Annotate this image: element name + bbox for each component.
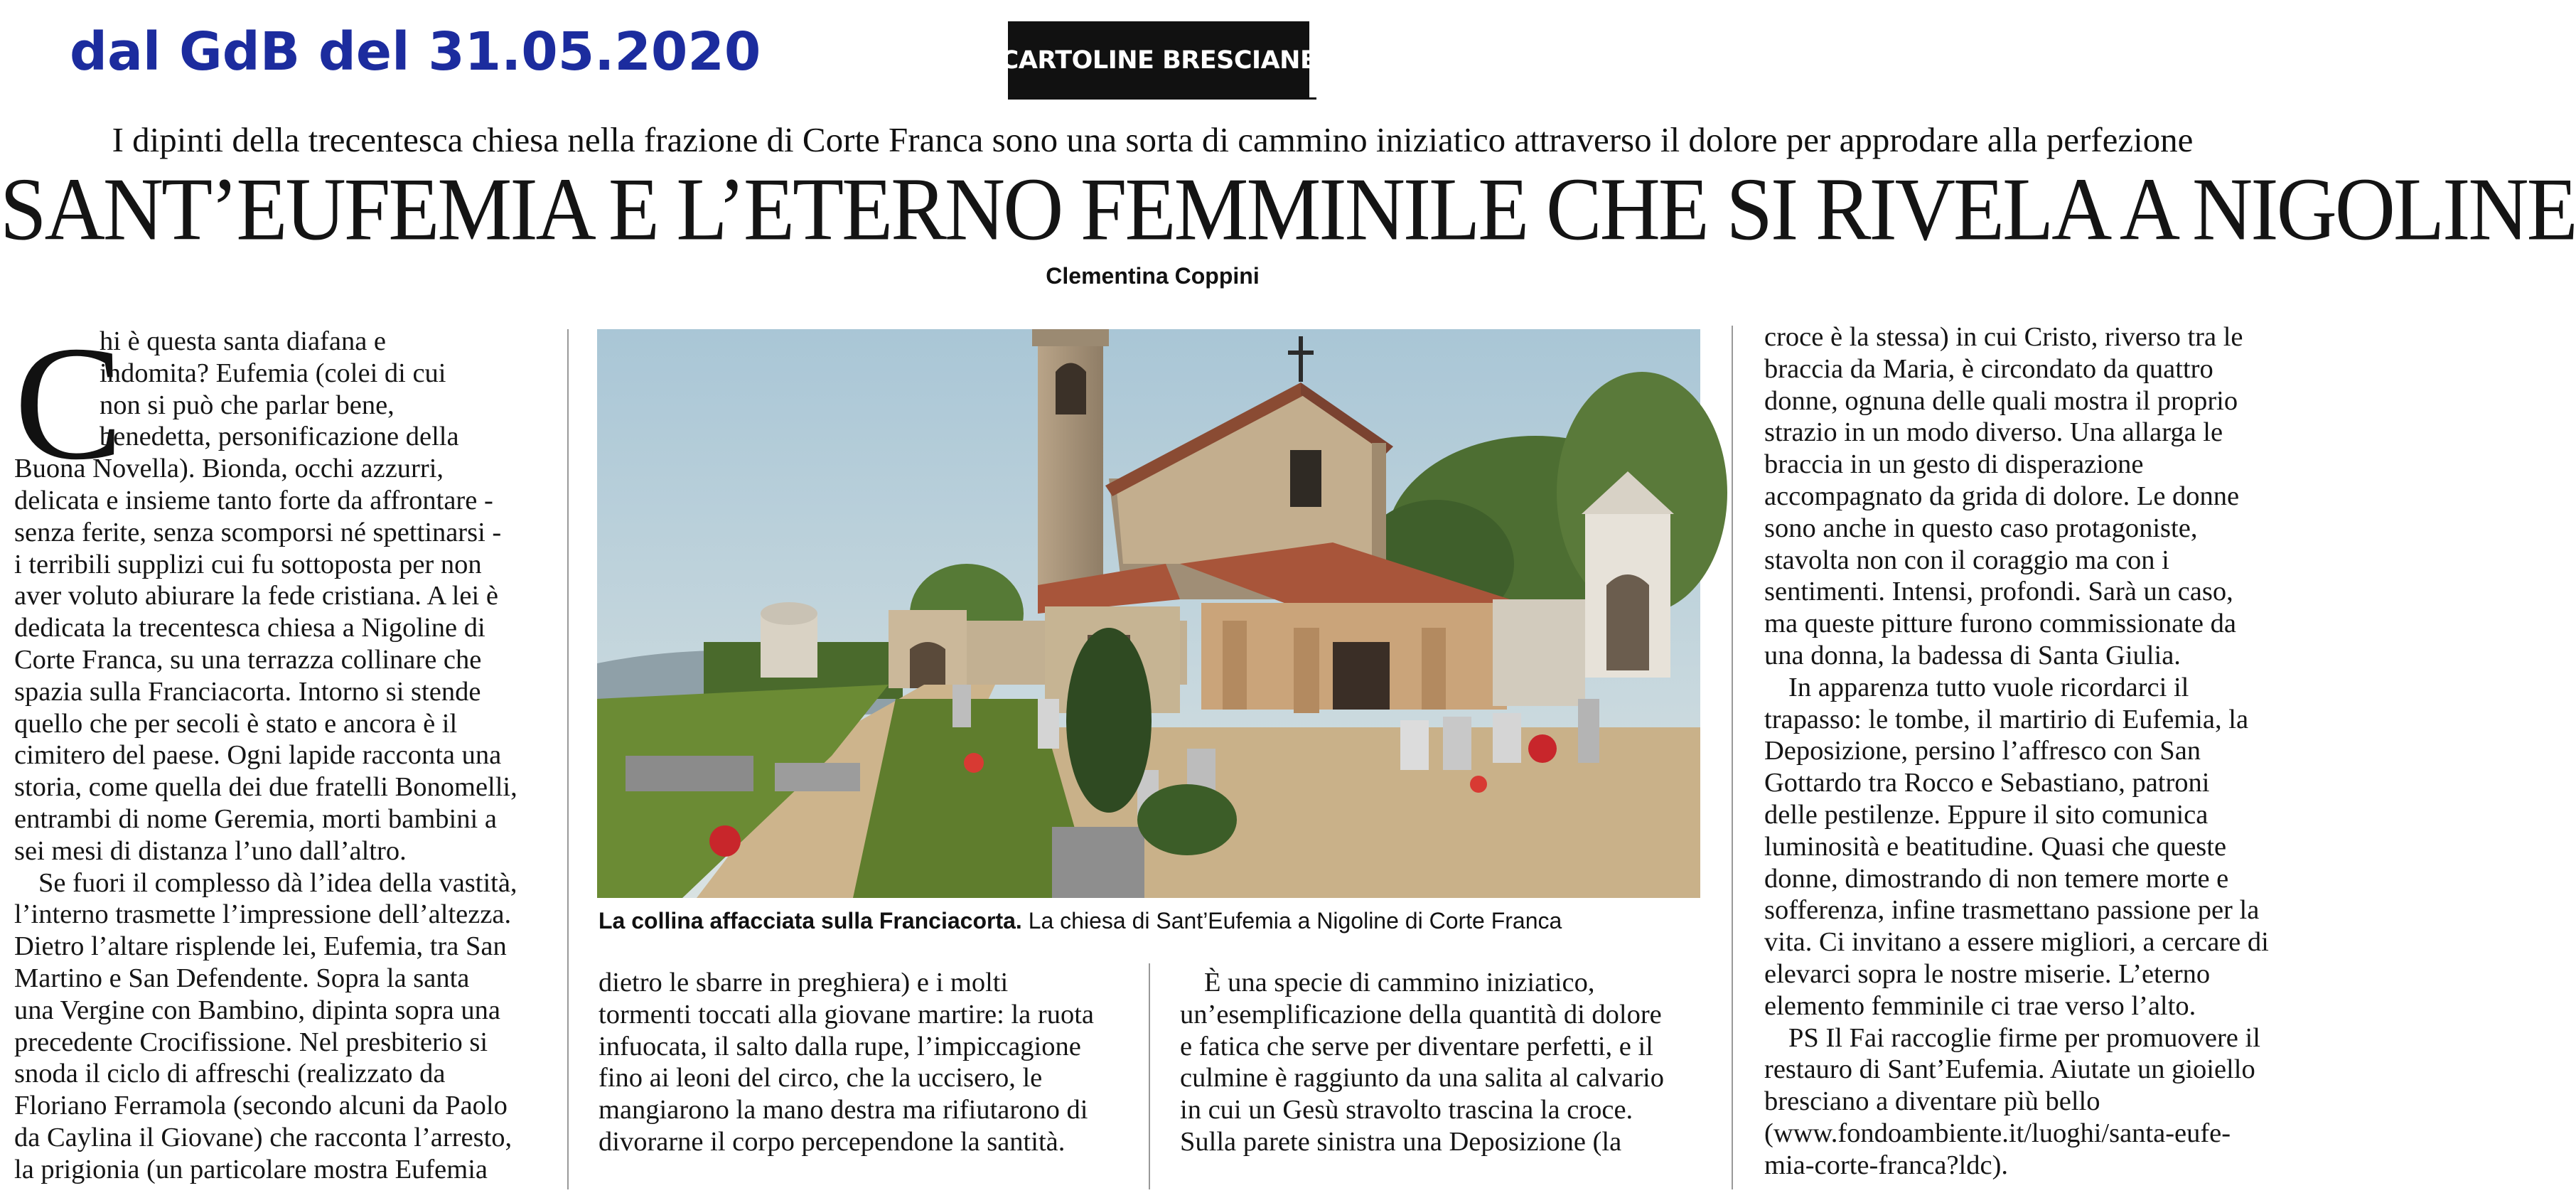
- text-line: mia-corte-franca?ldc).: [1764, 1150, 2009, 1180]
- text-line: PS Il Fai raccoglie firme per promuovere il: [1788, 1022, 2260, 1053]
- column-3: [1180, 967, 1692, 1158]
- caption-bold: La collina affacciata sulla Franciacorta.: [599, 908, 1022, 933]
- text-line: bresciano a diventare più bello: [1764, 1086, 2100, 1117]
- text-line: accompagnato da grida di dolore. Le donne: [1764, 481, 2240, 511]
- text-line: donne, ognuna delle quali mostra il proprio: [1764, 385, 2238, 416]
- section-tag: CARTOLINE BRESCIANE: [1008, 21, 1309, 100]
- text-line: sofferenza, infine trasmettano passione per la: [1764, 895, 2260, 926]
- text-line: snoda il ciclo di affreschi (realizzato da: [14, 1059, 446, 1089]
- text-line: i terribili supplizi cui fu sottoposta per non: [14, 549, 482, 579]
- text-line: hi è questa santa diafana e: [100, 326, 386, 356]
- text-line: Martino e San Defendente. Sopra la santa: [14, 963, 470, 993]
- source-label: dal GdB del 31.05.2020: [70, 21, 761, 82]
- text-line: strazio in un modo diverso. Una allarga le: [1764, 417, 2223, 448]
- text-line: l’interno trasmette l’impressione dell’altezza.: [14, 899, 512, 930]
- text-line: storia, come quella dei due fratelli Bonomelli,: [14, 772, 517, 803]
- text-line: spazia sulla Franciacorta. Intorno si stende: [14, 676, 481, 707]
- text-line: sentimenti. Intensi, profondi. Sarà un caso,: [1764, 577, 2233, 607]
- text-line: cimitero del paese. Ogni lapide racconta una: [14, 740, 502, 771]
- text-line: un’esemplificazione della quantità di dolore: [1180, 999, 1662, 1029]
- kicker: I dipinti della trecentesca chiesa nella frazione di Corte Franca sono una sorta di cammino iniziatico attraverso il dolore per approdare alla perfezione: [112, 120, 2194, 159]
- text-line: È una specie di cammino iniziatico,: [1204, 968, 1595, 997]
- text-line: la prigionia (un particolare mostra Eufemia: [14, 1154, 488, 1184]
- section-rule: [1309, 97, 1316, 100]
- text-line: restauro di Sant’Eufemia. Aiutate un gioiello: [1764, 1054, 2255, 1085]
- text-line: Floriano Ferramola (secondo alcuni da Paolo: [14, 1091, 508, 1121]
- text-line: delle pestilenze. Eppure il sito comunica: [1764, 799, 2209, 830]
- text-line: infuocata, il salto dalla rupe, l’impiccagione: [599, 1031, 1081, 1061]
- column-divider: [1149, 963, 1150, 1189]
- caption-text: La chiesa di Sant’Eufemia a Nigoline di Corte Franca: [1021, 908, 1562, 933]
- text-line: Buona Novella). Bionda, occhi azzurri,: [14, 454, 444, 484]
- text-line: Deposizione, persino l’affresco con San: [1764, 736, 2201, 766]
- text-line: da Caylina il Giovane) che racconta l’arresto,: [14, 1122, 512, 1152]
- text-line: stavolta non con il coraggio ma con i: [1764, 545, 2169, 575]
- text-line: Sulla parete sinistra una Deposizione (la: [1180, 1126, 1622, 1157]
- text-line: una Vergine con Bambino, dipinta sopra una: [14, 995, 500, 1025]
- column-1: [14, 326, 562, 1186]
- text-line: entrambi di nome Geremia, morti bambini a: [14, 803, 497, 834]
- text-line: (www.fondoambiente.it/luoghi/santa-eufe-: [1764, 1118, 2231, 1148]
- text-line: braccia in un gesto di disperazione: [1764, 449, 2144, 480]
- text-line: benedetta, personificazione della: [100, 422, 459, 452]
- column-divider: [1732, 326, 1733, 1189]
- text-line: fino ai leoni del circo, che la uccisero, le: [599, 1063, 1043, 1093]
- text-line: aver voluto abiurare la fede cristiana. A lei è: [14, 581, 498, 611]
- text-line: ma queste pitture furono commissionate da: [1764, 609, 2236, 639]
- text-line: vita. Ci invitano a essere migliori, a cercare di: [1764, 927, 2269, 958]
- text-line: divorarne il corpo percependone la santità.: [599, 1126, 1066, 1157]
- text-line: Corte Franca, su una terrazza collinare che: [14, 644, 482, 675]
- church-photo: [597, 329, 1700, 898]
- text-line: senza ferite, senza scomporsi né spettinarsi -: [14, 517, 502, 547]
- text-line: dietro le sbarre in preghiera) e i molti: [599, 968, 1009, 997]
- text-line: trapasso: le tombe, il martirio di Eufemia, la: [1764, 704, 2249, 734]
- text-line: Gottardo tra Rocco e Sebastiano, patroni: [1764, 768, 2210, 798]
- text-line: donne, dimostrando di non temere morte e: [1764, 863, 2229, 894]
- text-line: elemento femminile ci trae verso l’alto.: [1764, 990, 2196, 1021]
- text-line: Dietro l’altare risplende lei, Eufemia, tra San: [14, 931, 507, 962]
- church-photo-illustration: [597, 329, 1700, 898]
- byline: Clementina Coppini: [1046, 263, 1260, 289]
- text-line: tormenti toccati alla giovane martire: la ruota: [599, 999, 1094, 1029]
- text-line: culmine è raggiunto da una salita al calvario: [1180, 1063, 1664, 1093]
- headline: SANT’EUFEMIA E L’ETERNO FEMMINILE CHE SI RIVELA A NIGOLINE: [0, 159, 2576, 260]
- text-line: sono anche in questo caso protagoniste,: [1764, 513, 2198, 543]
- column-divider: [567, 329, 569, 1189]
- column-2: [599, 967, 1139, 1158]
- text-line: In apparenza tutto vuole ricordarci il: [1788, 672, 2189, 702]
- text-line: braccia da Maria, è circondato da quattro: [1764, 353, 2213, 384]
- column-4: [1764, 321, 2304, 1182]
- text-line: dedicata la trecentesca chiesa a Nigoline di: [14, 613, 485, 643]
- text-line: luminosità e beatitudine. Quasi che queste: [1764, 831, 2227, 862]
- text-line: delicata e insieme tanto forte da affrontare -: [14, 485, 493, 515]
- text-line: e fatica che serve per diventare perfetti, e il: [1180, 1031, 1653, 1061]
- text-line: non si può che parlar bene,: [100, 390, 395, 420]
- drop-cap: C: [14, 312, 124, 493]
- text-line: quello che per secoli è stato e ancora è il: [14, 708, 458, 739]
- text-line: mangiarono la mano destra ma rifiutarono di: [599, 1095, 1088, 1125]
- text-line: una donna, la badessa di Santa Giulia.: [1764, 640, 2181, 670]
- text-line: elevarci sopra le nostre miserie. L’eterno: [1764, 958, 2211, 989]
- text-line: in cui un Gesù stravolto trascina la croce.: [1180, 1095, 1633, 1125]
- text-line: Se fuori il complesso dà l’idea della vastità,: [38, 867, 517, 898]
- text-line: indomita? Eufemia (colei di cui: [100, 358, 446, 388]
- text-line: precedente Crocifissione. Nel presbiterio si: [14, 1027, 488, 1057]
- photo-caption: [599, 908, 1562, 934]
- text-line: sei mesi di distanza l’uno dall’altro.: [14, 835, 407, 866]
- text-line: croce è la stessa) in cui Cristo, riverso tra le: [1764, 322, 2243, 352]
